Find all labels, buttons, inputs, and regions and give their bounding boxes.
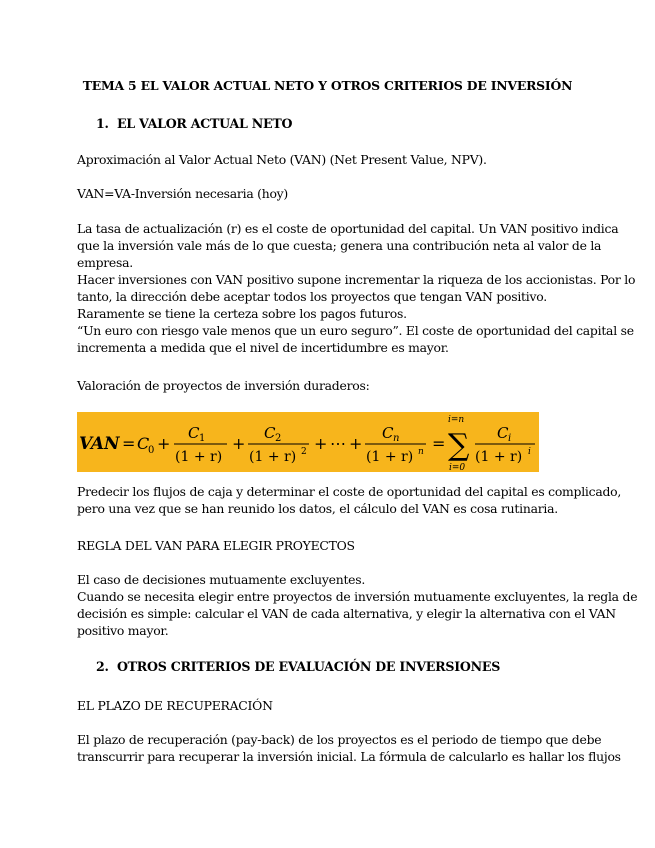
paragraph-plazo-line-2: transcurrir para recuperar la inversión inicial. La fórmula de calcularlo es hallar los flujos: [77, 749, 621, 764]
page-title: TEMA 5 EL VALOR ACTUAL NETO Y OTROS CRITERIOS DE INVERSIÓN: [82, 78, 573, 93]
formula-plus-2: +: [232, 434, 246, 453]
paragraph-rate-line-2: que la inversión vale más de lo que cuesta; genera una contribución neta al valor de la: [77, 238, 602, 253]
paragraph-hacer-line-1: Hacer inversiones con VAN positivo supone incrementar la riqueza de los accionistas. Por lo: [77, 272, 636, 287]
formula-den2: (1 + r): [249, 449, 297, 465]
formula-c0: C: [137, 434, 150, 453]
paragraph-van-equation: VAN=VA-Inversión necesaria (hoy): [77, 186, 289, 201]
formula-equals-2: =: [432, 434, 446, 453]
paragraph-caso: El caso de decisiones mutuamente excluyentes.: [77, 572, 366, 587]
formula-ci: C: [497, 424, 509, 442]
paragraph-plazo-line-1: El plazo de recuperación (pay-back) de los proyectos es el periodo de tiempo que debe: [77, 732, 602, 747]
formula-c0-sub: 0: [148, 445, 155, 456]
subheading-plazo: EL PLAZO DE RECUPERACIÓN: [77, 698, 273, 713]
section-1-title: EL VALOR ACTUAL NETO: [116, 116, 293, 131]
section-2-title: OTROS CRITERIOS DE EVALUACIÓN DE INVERSIONES: [116, 659, 501, 674]
formula-den2-sup: 2: [301, 447, 307, 457]
formula-c2-sub: 2: [275, 433, 282, 444]
formula-den1: (1 + r): [175, 449, 223, 465]
formula-c2: C: [264, 424, 276, 442]
paragraph-rate-line-3: empresa.: [77, 255, 133, 270]
section-2-heading: [96, 658, 596, 675]
formula-sigma: ∑: [448, 428, 470, 463]
section-2-number: 2.: [96, 659, 109, 674]
paragraph-cuando-line-2: decisión es simple: calcular el VAN de cada alternativa, y elegir la alternativa con el VAN: [77, 606, 616, 621]
formula-c1: C: [188, 424, 200, 442]
section-1-number: 1.: [96, 116, 109, 131]
formula-plus-4: +: [349, 434, 363, 453]
formula-deni: (1 + r): [475, 449, 523, 465]
paragraph-euro-line-1: “Un euro con riesgo vale menos que un euro seguro”. El coste de oportunidad del capital se: [77, 323, 634, 338]
formula-cn-sub: n: [393, 433, 400, 444]
formula-van-label: VAN: [79, 434, 120, 454]
paragraph-hacer-line-2: tanto, la dirección debe aceptar todos los proyectos que tengan VAN positivo.: [77, 289, 547, 304]
paragraph-predecir-line-1: Predecir los flujos de caja y determinar el coste de oportunidad del capital es complicado,: [77, 484, 622, 499]
formula-denn: (1 + r): [366, 449, 414, 465]
formula-sum-top: i=n: [448, 415, 465, 425]
paragraph-predecir-line-2: pero una vez que se han reunido los datos, el cálculo del VAN es cosa rutinaria.: [77, 501, 558, 516]
van-formula: [77, 412, 539, 472]
paragraph-valoracion: Valoración de proyectos de inversión duraderos:: [77, 378, 370, 393]
paragraph-intro: Aproximación al Valor Actual Neto (VAN) (Net Present Value, NPV).: [77, 152, 487, 167]
paragraph-raramente: Raramente se tiene la certeza sobre los pagos futuros.: [77, 306, 407, 321]
paragraph-cuando-line-3: positivo mayor.: [77, 623, 169, 638]
formula-ci-sub: i: [508, 433, 512, 444]
paragraph-euro-line-2: incrementa a medida que el nivel de incertidumbre es mayor.: [77, 340, 449, 355]
formula-dots: ⋯: [330, 434, 346, 453]
section-1-heading: [96, 115, 596, 132]
formula-equals-1: =: [122, 434, 136, 453]
formula-deni-sup: i: [528, 447, 531, 457]
formula-c1-sub: 1: [199, 433, 206, 444]
formula-denn-sup: n: [418, 447, 424, 457]
paragraph-cuando-line-1: Cuando se necesita elegir entre proyectos de inversión mutuamente excluyentes, la regla de: [77, 589, 638, 604]
formula-cn: C: [382, 424, 394, 442]
formula-plus-1: +: [157, 434, 171, 453]
formula-plus-3: +: [314, 434, 328, 453]
subheading-regla-van: REGLA DEL VAN PARA ELEGIR PROYECTOS: [77, 538, 355, 553]
formula-sum-bottom: i=0: [449, 463, 466, 472]
paragraph-rate-line-1: La tasa de actualización (r) es el coste de oportunidad del capital. Un VAN positivo indica: [77, 221, 619, 236]
